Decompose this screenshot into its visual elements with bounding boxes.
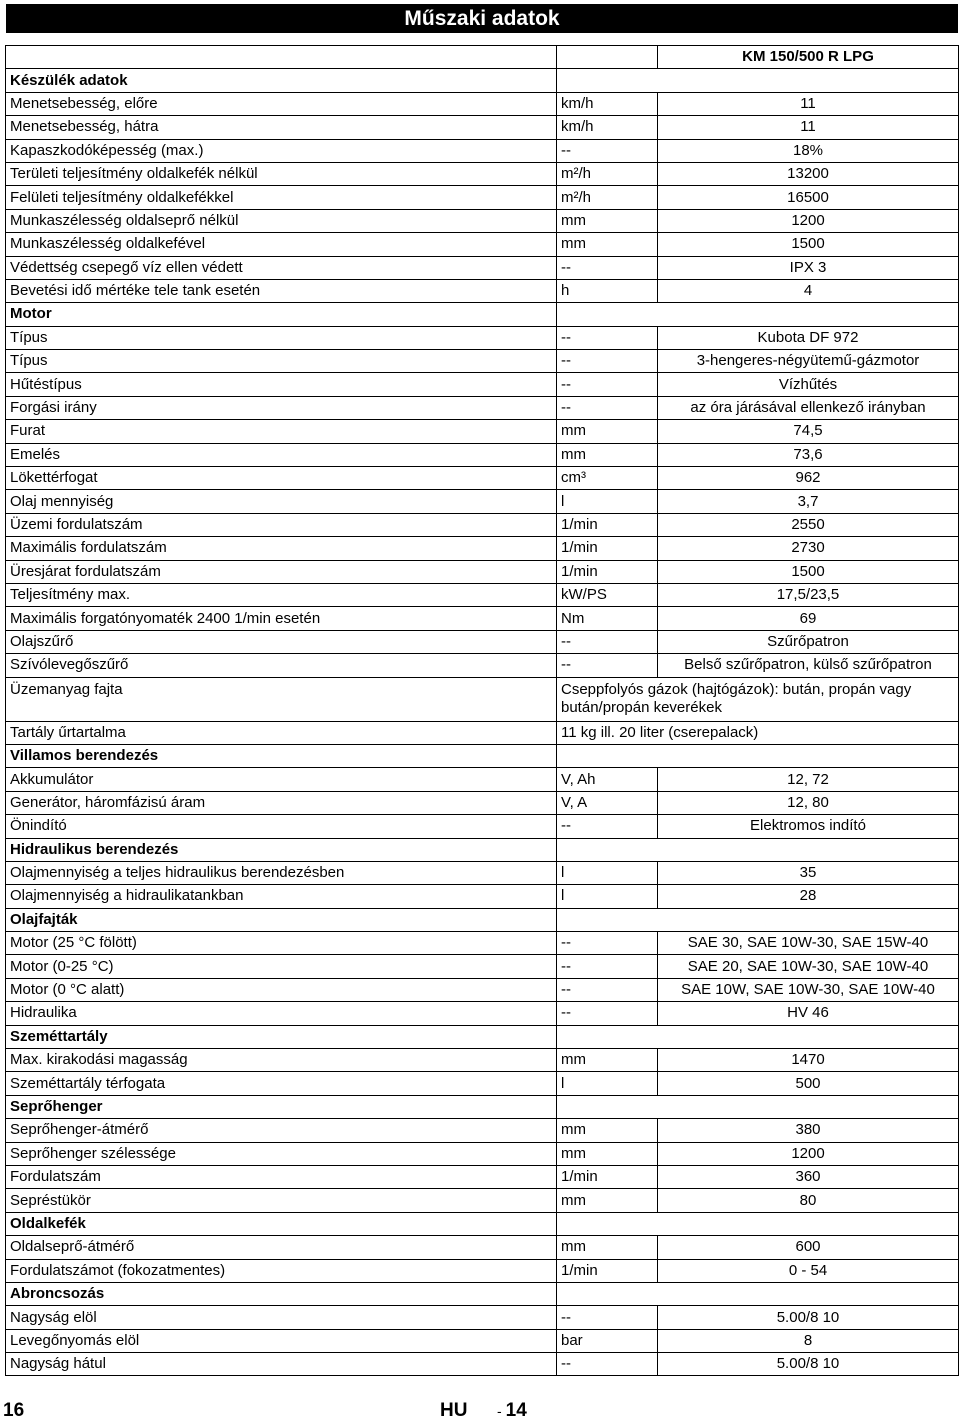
spec-unit: l: [557, 490, 658, 513]
spec-unit: cm³: [557, 467, 658, 490]
spec-row: [6, 861, 959, 884]
spec-combined-value: Cseppfolyós gázok (hajtógázok): bután, propán vagy bután/propán keverékek: [557, 677, 959, 721]
spec-label: Felületi teljesítmény oldalkefékkel: [6, 186, 557, 209]
spec-unit: 1/min: [557, 1259, 658, 1282]
spec-row: [6, 955, 959, 978]
spec-row: [6, 233, 959, 256]
spec-unit: 1/min: [557, 560, 658, 583]
spec-unit: --: [557, 1002, 658, 1025]
spec-label: Olaj mennyiség: [6, 490, 557, 513]
spec-row: [6, 420, 959, 443]
spec-row: [6, 1353, 959, 1376]
spec-label: Seprőhenger-átmérő: [6, 1119, 557, 1142]
spec-label: Típus: [6, 350, 557, 373]
section-header-blank: [557, 838, 959, 861]
spec-row: [6, 654, 959, 677]
spec-value: Elektromos indító: [658, 815, 959, 838]
spec-label: Menetsebesség, hátra: [6, 116, 557, 139]
spec-value: 1200: [658, 1142, 959, 1165]
spec-unit: --: [557, 350, 658, 373]
page-number: 14: [505, 1400, 527, 1421]
spec-label: Szeméttartály térfogata: [6, 1072, 557, 1095]
spec-row: [6, 1189, 959, 1212]
spec-unit: --: [557, 955, 658, 978]
spec-value: 2730: [658, 537, 959, 560]
spec-label: Bevetési idő mértéke tele tank esetén: [6, 279, 557, 302]
section-header-row: [6, 69, 959, 92]
spec-row: [6, 1119, 959, 1142]
spec-unit: mm: [557, 443, 658, 466]
section-header: Hidraulikus berendezés: [6, 838, 557, 861]
spec-value: 8: [658, 1329, 959, 1352]
spec-unit: --: [557, 1353, 658, 1376]
spec-value: 962: [658, 467, 959, 490]
spec-unit: --: [557, 815, 658, 838]
spec-label: Önindító: [6, 815, 557, 838]
spec-unit: l: [557, 885, 658, 908]
spec-label: Generátor, háromfázisú áram: [6, 791, 557, 814]
spec-value: 73,6: [658, 443, 959, 466]
spec-label: Szívólevegőszűrő: [6, 654, 557, 677]
spec-row: [6, 1002, 959, 1025]
page-number-left: 16: [3, 1400, 25, 1421]
page-number-right: [497, 1400, 527, 1422]
spec-row: [6, 209, 959, 232]
spec-value: 600: [658, 1236, 959, 1259]
section-header-row: [6, 1095, 959, 1118]
spec-row: [6, 932, 959, 955]
spec-label: Teljesítmény max.: [6, 583, 557, 606]
spec-value: 1470: [658, 1049, 959, 1072]
spec-row: [6, 279, 959, 302]
spec-row: [6, 1072, 959, 1095]
spec-label: Forgási irány: [6, 396, 557, 419]
spec-value: 12, 80: [658, 791, 959, 814]
spec-unit: 1/min: [557, 1165, 658, 1188]
section-header-blank: [557, 908, 959, 931]
section-header-blank: [557, 1282, 959, 1305]
section-header: Villamos berendezés: [6, 744, 557, 767]
spec-label: Max. kirakodási magasság: [6, 1049, 557, 1072]
spec-unit: --: [557, 978, 658, 1001]
spec-label: Olajmennyiség a teljes hidraulikus berendezésben: [6, 861, 557, 884]
spec-row: [6, 978, 959, 1001]
section-header: Abroncsozás: [6, 1282, 557, 1305]
spec-row: [6, 537, 959, 560]
spec-value: 35: [658, 861, 959, 884]
spec-unit: m²/h: [557, 186, 658, 209]
spec-unit: l: [557, 1072, 658, 1095]
spec-unit: kW/PS: [557, 583, 658, 606]
spec-label: Üzemanyag fajta: [6, 677, 557, 721]
section-header-blank: [557, 303, 959, 326]
spec-label: Maximális forgatónyomaték 2400 1/min esetén: [6, 607, 557, 630]
spec-value: HV 46: [658, 1002, 959, 1025]
spec-unit: --: [557, 326, 658, 349]
spec-label: Olajmennyiség a hidraulikatankban: [6, 885, 557, 908]
spec-label: Lökettérfogat: [6, 467, 557, 490]
spec-row: [6, 768, 959, 791]
model-header-row: [6, 46, 959, 69]
spec-row: [6, 630, 959, 653]
spec-value: 69: [658, 607, 959, 630]
spec-row: [6, 162, 959, 185]
spec-label: Oldalseprő-átmérő: [6, 1236, 557, 1259]
section-header: Oldalkefék: [6, 1212, 557, 1235]
spec-table: [5, 45, 959, 1376]
spec-value: SAE 10W, SAE 10W-30, SAE 10W-40: [658, 978, 959, 1001]
spec-value: 2550: [658, 513, 959, 536]
spec-unit: Nm: [557, 607, 658, 630]
spec-label: Motor (0 °C alatt): [6, 978, 557, 1001]
spec-value: 1500: [658, 233, 959, 256]
spec-unit: --: [557, 256, 658, 279]
spec-value: 3-hengeres-négyütemű-gázmotor: [658, 350, 959, 373]
spec-label: Maximális fordulatszám: [6, 537, 557, 560]
spec-row: [6, 396, 959, 419]
spec-row: [6, 1306, 959, 1329]
spec-unit: --: [557, 1306, 658, 1329]
spec-unit: mm: [557, 1189, 658, 1212]
spec-value: 0 - 54: [658, 1259, 959, 1282]
spec-unit: mm: [557, 1119, 658, 1142]
spec-row: [6, 1142, 959, 1165]
section-header: Olajfajták: [6, 908, 557, 931]
spec-row: [6, 467, 959, 490]
spec-row: [6, 326, 959, 349]
section-header-blank: [557, 1212, 959, 1235]
section-header: Szeméttartály: [6, 1025, 557, 1048]
section-header-row: [6, 838, 959, 861]
spec-row: [6, 885, 959, 908]
spec-value: Belső szűrőpatron, külső szűrőpatron: [658, 654, 959, 677]
spec-unit: km/h: [557, 116, 658, 139]
blank-cell: [557, 46, 658, 69]
spec-unit: l: [557, 861, 658, 884]
spec-unit: 1/min: [557, 537, 658, 560]
spec-row: [6, 256, 959, 279]
spec-label: Kapaszkodóképesség (max.): [6, 139, 557, 162]
spec-unit: --: [557, 139, 658, 162]
spec-label: Hidraulika: [6, 1002, 557, 1025]
spec-row: [6, 186, 959, 209]
spec-unit: --: [557, 373, 658, 396]
language-code: HU: [440, 1400, 468, 1421]
spec-label: Seprőhenger szélessége: [6, 1142, 557, 1165]
spec-row: [6, 560, 959, 583]
spec-value: Kubota DF 972: [658, 326, 959, 349]
spec-table-body: [6, 46, 959, 1376]
spec-value: Szűrőpatron: [658, 630, 959, 653]
spec-value: 16500: [658, 186, 959, 209]
spec-value: 28: [658, 885, 959, 908]
spec-value: 1200: [658, 209, 959, 232]
spec-row: [6, 1259, 959, 1282]
section-header-blank: [557, 744, 959, 767]
spec-value: 360: [658, 1165, 959, 1188]
spec-value: 13200: [658, 162, 959, 185]
spec-label: Akkumulátor: [6, 768, 557, 791]
spec-label: Hűtéstípus: [6, 373, 557, 396]
spec-value: 12, 72: [658, 768, 959, 791]
spec-value: 5.00/8 10: [658, 1353, 959, 1376]
spec-unit: mm: [557, 1142, 658, 1165]
spec-unit: V, A: [557, 791, 658, 814]
spec-unit: mm: [557, 233, 658, 256]
section-header-blank: [557, 1025, 959, 1048]
spec-unit: bar: [557, 1329, 658, 1352]
spec-value: 74,5: [658, 420, 959, 443]
section-header-row: [6, 1025, 959, 1048]
spec-label: Olajszűrő: [6, 630, 557, 653]
spec-unit: mm: [557, 1236, 658, 1259]
spec-label: Üresjárat fordulatszám: [6, 560, 557, 583]
spec-value: 5.00/8 10: [658, 1306, 959, 1329]
spec-row: [6, 373, 959, 396]
spec-row: [6, 513, 959, 536]
spec-label: Üzemi fordulatszám: [6, 513, 557, 536]
spec-label: Fordulatszámot (fokozatmentes): [6, 1259, 557, 1282]
spec-label: Fordulatszám: [6, 1165, 557, 1188]
spec-value: az óra járásával ellenkező irányban: [658, 396, 959, 419]
spec-label: Nagyság elöl: [6, 1306, 557, 1329]
section-header: Készülék adatok: [6, 69, 557, 92]
spec-row: [6, 139, 959, 162]
section-header-blank: [557, 1095, 959, 1118]
spec-value: 4: [658, 279, 959, 302]
spec-unit: mm: [557, 1049, 658, 1072]
spec-label: Nagyság hátul: [6, 1353, 557, 1376]
section-header-row: [6, 744, 959, 767]
spec-row: [6, 92, 959, 115]
spec-label: Emelés: [6, 443, 557, 466]
spec-unit: --: [557, 654, 658, 677]
spec-label: Védettség csepegő víz ellen védett: [6, 256, 557, 279]
page-dash: -: [497, 1403, 502, 1419]
spec-row: [6, 583, 959, 606]
section-header: Motor: [6, 303, 557, 326]
spec-label: Menetsebesség, előre: [6, 92, 557, 115]
spec-unit: 1/min: [557, 513, 658, 536]
spec-unit: mm: [557, 209, 658, 232]
spec-value: SAE 20, SAE 10W-30, SAE 10W-40: [658, 955, 959, 978]
spec-row: [6, 607, 959, 630]
section-header-row: [6, 303, 959, 326]
spec-value: 11: [658, 116, 959, 139]
spec-unit: V, Ah: [557, 768, 658, 791]
spec-row: [6, 677, 959, 721]
spec-row: [6, 1329, 959, 1352]
spec-unit: km/h: [557, 92, 658, 115]
page-title: Műszaki adatok: [6, 4, 958, 33]
spec-label: Furat: [6, 420, 557, 443]
spec-value: 500: [658, 1072, 959, 1095]
spec-row: [6, 443, 959, 466]
spec-value: SAE 30, SAE 10W-30, SAE 15W-40: [658, 932, 959, 955]
spec-row: [6, 721, 959, 744]
spec-unit: m²/h: [557, 162, 658, 185]
spec-unit: --: [557, 630, 658, 653]
spec-value: 380: [658, 1119, 959, 1142]
spec-unit: --: [557, 932, 658, 955]
spec-label: Tartály űrtartalma: [6, 721, 557, 744]
spec-label: Levegőnyomás elöl: [6, 1329, 557, 1352]
section-header-row: [6, 908, 959, 931]
section-header: Seprőhenger: [6, 1095, 557, 1118]
spec-label: Motor (25 °C fölött): [6, 932, 557, 955]
model-name: KM 150/500 R LPG: [658, 46, 959, 69]
spec-label: Munkaszélesség oldalseprő nélkül: [6, 209, 557, 232]
spec-label: Területi teljesítmény oldalkefék nélkül: [6, 162, 557, 185]
spec-unit: h: [557, 279, 658, 302]
spec-value: Vízhűtés: [658, 373, 959, 396]
spec-row: [6, 490, 959, 513]
spec-value: 1500: [658, 560, 959, 583]
spec-value: 11: [658, 92, 959, 115]
spec-row: [6, 815, 959, 838]
section-header-row: [6, 1212, 959, 1235]
spec-row: [6, 1236, 959, 1259]
spec-label: Típus: [6, 326, 557, 349]
section-header-blank: [557, 69, 959, 92]
spec-row: [6, 1049, 959, 1072]
spec-combined-value: 11 kg ill. 20 liter (cserepalack): [557, 721, 959, 744]
spec-unit: --: [557, 396, 658, 419]
spec-label: Munkaszélesség oldalkefével: [6, 233, 557, 256]
spec-value: 17,5/23,5: [658, 583, 959, 606]
spec-value: IPX 3: [658, 256, 959, 279]
spec-unit: mm: [557, 420, 658, 443]
spec-row: [6, 791, 959, 814]
section-header-row: [6, 1282, 959, 1305]
spec-label: Motor (0-25 °C): [6, 955, 557, 978]
spec-value: 18%: [658, 139, 959, 162]
spec-row: [6, 350, 959, 373]
spec-label: Sepréstükör: [6, 1189, 557, 1212]
spec-row: [6, 116, 959, 139]
spec-value: 3,7: [658, 490, 959, 513]
spec-value: 80: [658, 1189, 959, 1212]
blank-cell: [6, 46, 557, 69]
spec-row: [6, 1165, 959, 1188]
